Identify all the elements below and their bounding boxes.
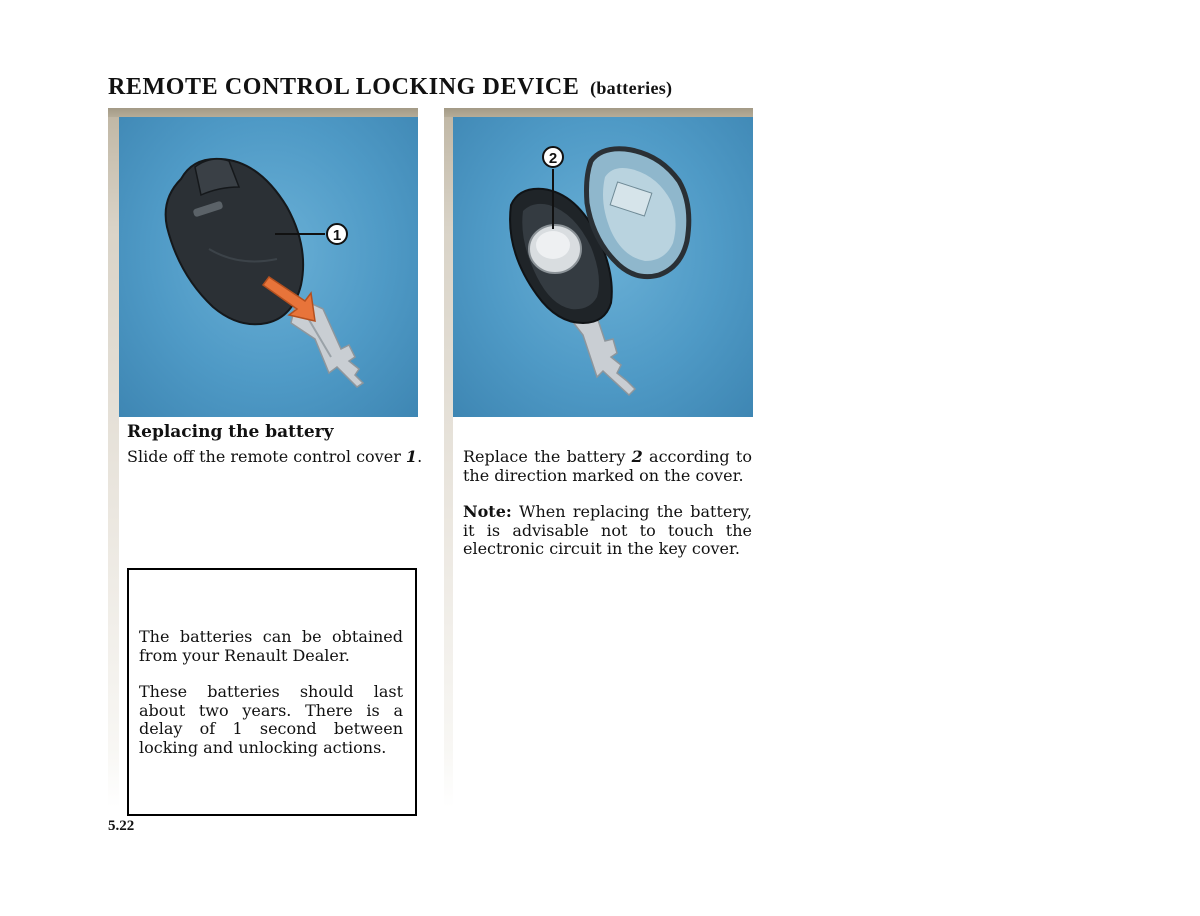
reference-2: 2 bbox=[631, 447, 643, 466]
title-subtitle: (batteries) bbox=[590, 78, 673, 98]
instruction-text-b: according to the direction marked on the cover. bbox=[463, 447, 752, 485]
section-heading: Replacing the battery bbox=[127, 422, 334, 442]
slide-cover-instruction bbox=[127, 447, 423, 467]
title-main: REMOTE CONTROL LOCKING DEVICE bbox=[108, 74, 580, 100]
left-column-band bbox=[108, 108, 119, 808]
battery-info-box bbox=[127, 568, 417, 816]
callout-1-label: 1 bbox=[332, 227, 342, 244]
note-label: Note: bbox=[463, 502, 512, 521]
reference-1: 1 bbox=[405, 447, 418, 466]
right-column-top-bar bbox=[444, 108, 753, 117]
instruction-end: . bbox=[417, 447, 423, 466]
open-key-fob-photo bbox=[453, 117, 753, 417]
info-paragraph-lifetime: These batteries should last about two years. There is a delay of 1 second between locking and unlocking actions. bbox=[139, 682, 403, 757]
info-paragraph-dealer: The batteries can be obtained from your Renault Dealer. bbox=[139, 627, 403, 665]
key-fob-photo bbox=[119, 117, 418, 417]
instruction-text-a: Replace the battery bbox=[463, 447, 632, 466]
right-column-band bbox=[444, 108, 453, 808]
note-text: When replacing the battery, it is advisable not to touch the electronic circuit in the key cover. bbox=[463, 502, 752, 558]
replace-battery-instruction bbox=[463, 448, 752, 485]
instruction-text: Slide off the remote control cover bbox=[127, 447, 406, 466]
left-column-top-bar bbox=[108, 108, 418, 117]
callout-2-label: 2 bbox=[548, 150, 558, 167]
page-title bbox=[108, 74, 672, 101]
page-number: 5.22 bbox=[108, 818, 135, 834]
note-paragraph bbox=[463, 503, 752, 559]
coin-battery-icon bbox=[529, 225, 581, 273]
